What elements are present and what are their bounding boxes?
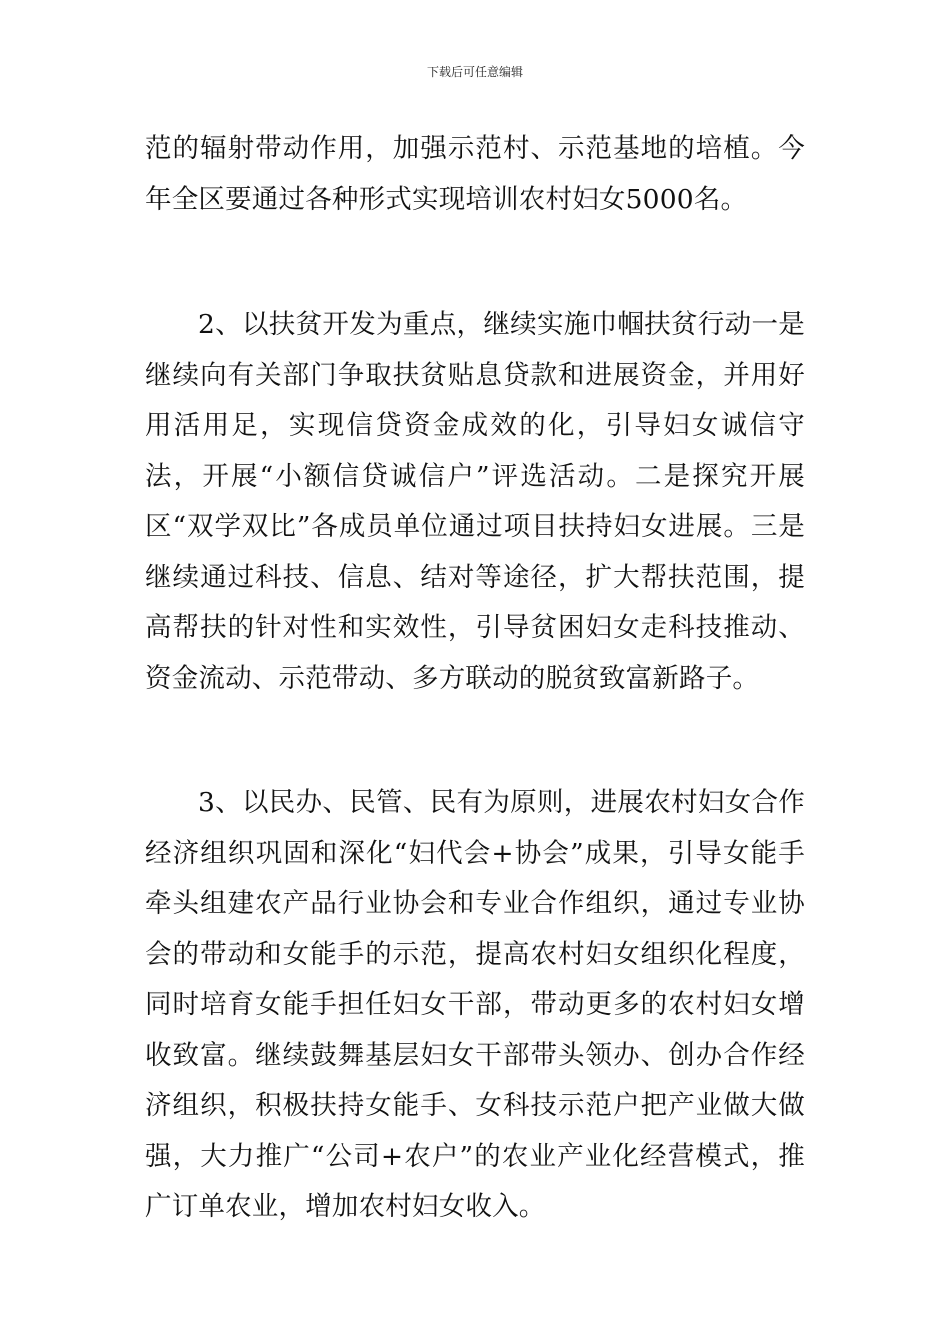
page-header: 下载后可任意编辑 bbox=[426, 65, 523, 79]
paragraph-item-2: 2、以扶贫开发为重点，继续实施巾帼扶贫行动一是继续向有关部门争取扶贫贴息贷款和进展资金，并用好用活用足，实现信贷资金成效的化，引导妇女诚信守法，开展“小额信贷诚信户”评选活动。二是探究开展区“双学双比”各成员单位通过项目扶持妇女进展。三是继续通过科技、信息、结对等途径，扩大帮扶范围，提高帮扶的针对性和实效性，引导贫困妇女走科技推动、资金流动、示范带动、多方联动的脱贫致富新路子。 bbox=[145, 309, 805, 694]
paragraph-spacer bbox=[145, 704, 805, 778]
paragraph-item-3: 3、以民办、民管、民有为原则，进展农村妇女合作经济组织巩固和深化“妇代会+协会”成果，引导女能手牵头组建农产品行业协会和专业合作组织，通过专业协会的带动和女能手的示范，提高农村妇女组织化程度，同时培育女能手担任妇女干部，带动更多的农村妇女增收致富。继续鼓舞基层妇女干部带头领办、创办合作经济组织，积极扶持女能手、女科技示范户把产业做大做强，大力推广“公司+农户”的农业产业化经营模式，推广订单农业，增加农村妇女收入。 bbox=[145, 787, 805, 1222]
document-body bbox=[145, 124, 805, 1233]
paragraph-continuation: 范的辐射带动作用，加强示范村、示范基地的培植。今年全区要通过各种形式实现培训农村妇女5000名。 bbox=[145, 133, 805, 215]
paragraph-spacer bbox=[145, 225, 805, 300]
